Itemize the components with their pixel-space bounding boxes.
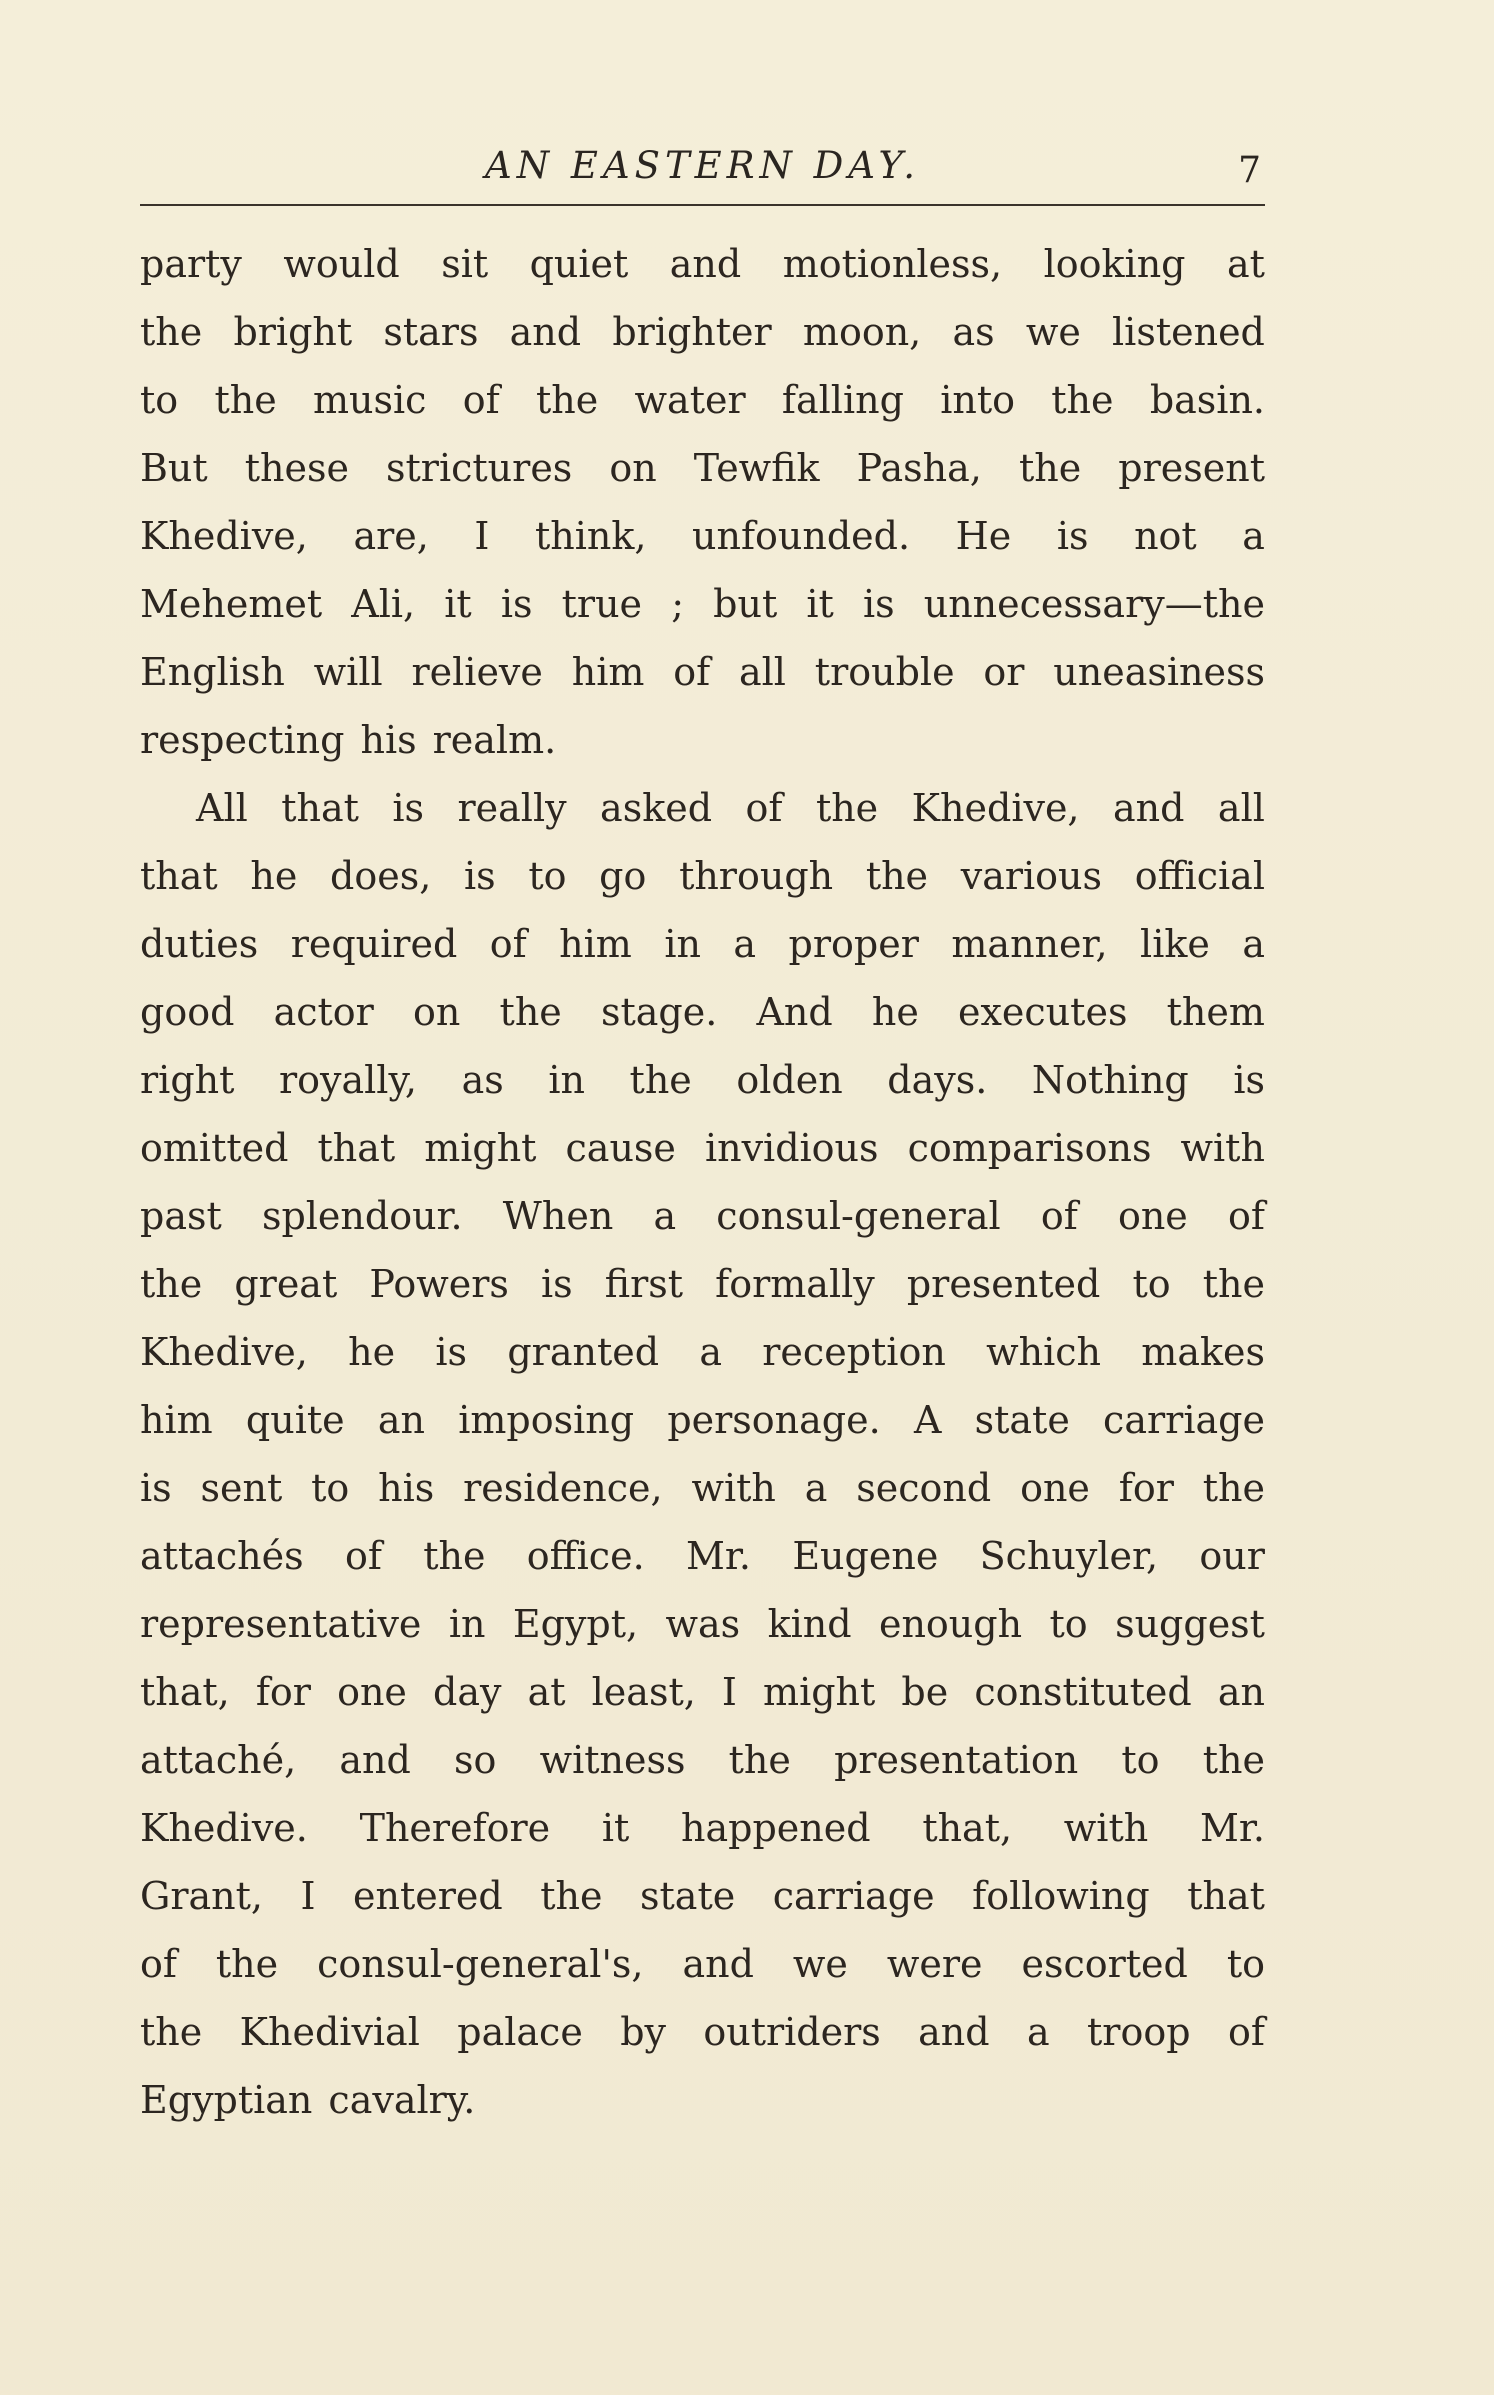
word: the — [140, 310, 203, 354]
word: he — [871, 990, 919, 1034]
word: splendour. — [261, 1194, 463, 1238]
word: Egyptian — [140, 2078, 313, 2122]
text-line — [140, 1318, 1265, 1386]
word: consul-general — [716, 1194, 1001, 1238]
word: to — [1132, 1262, 1171, 1306]
word: that, — [922, 1806, 1013, 1850]
word: actor — [273, 990, 374, 1034]
word: a — [653, 1194, 677, 1238]
word: to — [1226, 1942, 1265, 1986]
word: strictures — [386, 446, 573, 490]
word: All — [196, 786, 248, 830]
word: by — [620, 2010, 666, 2054]
word: Mr. — [1199, 1806, 1265, 1850]
word: in — [664, 922, 701, 966]
word: Khedive, — [140, 1330, 308, 1374]
word: of — [1227, 2010, 1265, 2054]
word: I — [300, 1874, 316, 1918]
word: the — [215, 1942, 279, 1986]
word: a — [699, 1330, 722, 1374]
text-line — [140, 1794, 1265, 1862]
word: it — [601, 1806, 630, 1850]
word: him — [140, 1398, 213, 1442]
word: the — [815, 786, 879, 830]
word: Mr. — [686, 1534, 751, 1578]
word: granted — [507, 1330, 660, 1374]
word: and — [509, 310, 582, 354]
word: duties — [140, 922, 259, 966]
word: one — [337, 1670, 407, 1714]
word: is — [392, 786, 425, 830]
word: and — [1112, 786, 1185, 830]
word: we — [792, 1942, 848, 1986]
word: for — [1118, 1466, 1174, 1510]
word: right — [140, 1058, 235, 1102]
word: Powers — [369, 1262, 509, 1306]
word: carriage — [1103, 1398, 1265, 1442]
word: so — [454, 1738, 497, 1782]
word: through — [679, 854, 834, 898]
word: great — [234, 1262, 338, 1306]
word: day — [433, 1670, 502, 1714]
word: the — [629, 1058, 692, 1102]
word: uneasiness — [1053, 650, 1265, 694]
word: residence, — [463, 1466, 663, 1510]
word: second — [856, 1466, 992, 1510]
text-line — [140, 1522, 1265, 1590]
word: to — [528, 854, 567, 898]
text-line — [140, 1046, 1265, 1114]
word: them — [1166, 990, 1265, 1034]
text-line — [140, 434, 1265, 502]
word: is — [463, 854, 496, 898]
word: But — [140, 446, 208, 490]
word: the — [728, 1738, 791, 1782]
word: ; — [671, 582, 684, 626]
word: a — [804, 1466, 828, 1510]
word: entered — [353, 1874, 503, 1918]
word: for — [255, 1670, 311, 1714]
word: an — [377, 1398, 425, 1442]
word: of — [673, 650, 711, 694]
word: that — [281, 786, 359, 830]
word: to — [1049, 1602, 1088, 1646]
word: the — [499, 990, 562, 1034]
word: think, — [534, 514, 647, 558]
word: consul-general's, — [317, 1942, 644, 1986]
word: omitted — [140, 1126, 289, 1170]
word: to — [311, 1466, 350, 1510]
word: is — [435, 1330, 468, 1374]
text-line — [140, 1386, 1265, 1454]
word: our — [1199, 1534, 1265, 1578]
word: kind — [767, 1602, 852, 1646]
text-line — [140, 1998, 1265, 2066]
word: past — [140, 1194, 222, 1238]
word: Therefore — [359, 1806, 551, 1850]
word: as — [461, 1058, 504, 1102]
word: it — [444, 582, 472, 626]
word: are, — [353, 514, 429, 558]
word: the — [140, 2010, 203, 2054]
word: the — [423, 1534, 486, 1578]
word: personage. — [667, 1398, 881, 1442]
word: will — [313, 650, 383, 694]
word: all — [739, 650, 786, 694]
word: sent — [200, 1466, 283, 1510]
word: days. — [887, 1058, 988, 1102]
word: it — [806, 582, 834, 626]
word: Nothing — [1031, 1058, 1189, 1102]
word: might — [424, 1126, 537, 1170]
word: at — [1226, 242, 1265, 286]
word: on — [413, 990, 461, 1034]
word: present — [1118, 446, 1265, 490]
header-rule — [140, 204, 1265, 206]
word: of — [745, 786, 783, 830]
word: official — [1134, 854, 1265, 898]
text-line — [140, 978, 1265, 1046]
word: one — [1117, 1194, 1188, 1238]
word: bright — [233, 310, 353, 354]
word: various — [960, 854, 1103, 898]
running-head — [140, 140, 1265, 200]
word: or — [983, 650, 1025, 694]
word: formally — [715, 1262, 875, 1306]
word: of — [462, 378, 500, 422]
text-line — [140, 1590, 1265, 1658]
word: asked — [600, 786, 713, 830]
word: enough — [878, 1602, 1023, 1646]
word: Eugene — [792, 1534, 939, 1578]
word: is — [1056, 514, 1089, 558]
word: a — [1027, 2010, 1050, 2054]
word: good — [140, 990, 235, 1034]
word: is — [500, 582, 533, 626]
text-line — [140, 1658, 1265, 1726]
word: imposing — [458, 1398, 635, 1442]
word: party — [140, 242, 242, 286]
text-line — [140, 230, 1265, 298]
word: on — [609, 446, 657, 490]
word: basin. — [1149, 378, 1265, 422]
text-line — [140, 1250, 1265, 1318]
word: And — [756, 990, 833, 1034]
text-line — [140, 366, 1265, 434]
word: attachés — [140, 1534, 304, 1578]
word: which — [986, 1330, 1101, 1374]
word: his — [360, 718, 417, 762]
word: unfounded. — [692, 514, 911, 558]
word: A — [913, 1398, 942, 1442]
word: English — [140, 650, 285, 694]
page-number: 7 — [1238, 150, 1261, 191]
word: office. — [526, 1534, 645, 1578]
word: brighter — [612, 310, 772, 354]
word: might — [763, 1670, 876, 1714]
text-line — [140, 638, 1265, 706]
word: Khedive, — [140, 514, 308, 558]
running-title: AN EASTERN DAY. — [485, 144, 920, 187]
word: trouble — [814, 650, 955, 694]
word: him — [571, 650, 645, 694]
word: escorted — [1021, 1942, 1188, 1986]
text-line — [140, 1930, 1265, 1998]
word: an — [1217, 1670, 1265, 1714]
word: is — [1233, 1058, 1265, 1102]
word: the — [540, 1874, 603, 1918]
word: the — [1018, 446, 1082, 490]
text-line — [140, 774, 1265, 842]
word: manner, — [951, 922, 1108, 966]
word: but — [713, 582, 778, 626]
word: a — [1242, 514, 1265, 558]
word: Pasha, — [856, 446, 982, 490]
word: quiet — [529, 242, 629, 286]
word: looking — [1043, 242, 1186, 286]
word: first — [604, 1262, 684, 1306]
word: makes — [1141, 1330, 1265, 1374]
word: the — [535, 378, 599, 422]
word: moon, — [802, 310, 922, 354]
word: these — [244, 446, 349, 490]
word: to — [1121, 1738, 1160, 1782]
word: Schuyler, — [979, 1534, 1159, 1578]
word: be — [901, 1670, 949, 1714]
text-line — [140, 1114, 1265, 1182]
word: the — [214, 378, 277, 422]
word: olden — [736, 1058, 843, 1102]
word: relieve — [411, 650, 543, 694]
word: constituted — [974, 1670, 1192, 1714]
word: with — [691, 1466, 776, 1510]
word: presented — [906, 1262, 1101, 1306]
word: him — [559, 922, 632, 966]
word: realm. — [432, 718, 557, 762]
word: Khedive. — [140, 1806, 308, 1850]
word: is — [541, 1262, 573, 1306]
word: of — [1227, 1194, 1265, 1238]
word: water — [634, 378, 746, 422]
word: Mehemet — [140, 582, 323, 626]
word: happened — [681, 1806, 871, 1850]
word: Tewfik — [693, 446, 820, 490]
word: and — [682, 1942, 754, 1986]
word: the — [1202, 1262, 1265, 1306]
word: representative — [140, 1602, 422, 1646]
word: proper — [788, 922, 919, 966]
word: cause — [565, 1126, 676, 1170]
word: He — [955, 514, 1012, 558]
word: reception — [762, 1330, 946, 1374]
word: least, — [591, 1670, 696, 1714]
text-line — [140, 570, 1265, 638]
word: in — [548, 1058, 585, 1102]
word: of — [140, 1942, 177, 1986]
word: Egypt, — [512, 1602, 639, 1646]
word: Khedive, — [911, 786, 1080, 830]
text-line — [140, 842, 1265, 910]
word: the — [140, 1262, 203, 1306]
text-line — [140, 1182, 1265, 1250]
word: was — [665, 1602, 741, 1646]
text-line — [140, 1862, 1265, 1930]
word: a — [733, 922, 757, 966]
word: motionless, — [782, 242, 1003, 286]
word: we — [1025, 310, 1081, 354]
word: he — [348, 1330, 396, 1374]
word: into — [940, 378, 1015, 422]
word: royally, — [278, 1058, 417, 1102]
word: comparisons — [907, 1126, 1152, 1170]
word: respecting — [140, 718, 345, 762]
word: does, — [330, 854, 432, 898]
word: a — [1242, 922, 1265, 966]
word: one — [1020, 1466, 1090, 1510]
word: cavalry. — [328, 2078, 476, 2122]
word: and — [918, 2010, 990, 2054]
word: go — [599, 854, 647, 898]
word: at — [527, 1670, 566, 1714]
text-line — [140, 298, 1265, 366]
word: is — [862, 582, 895, 626]
text-line — [140, 910, 1265, 978]
text-line — [140, 706, 1265, 774]
word: the — [1051, 378, 1114, 422]
word: stars — [383, 310, 479, 354]
word: Ali, — [351, 582, 416, 626]
word: really — [457, 786, 567, 830]
word: I — [721, 1670, 737, 1714]
word: following — [972, 1874, 1150, 1918]
word: the — [1202, 1738, 1265, 1782]
word: state — [640, 1874, 736, 1918]
word: and — [669, 242, 742, 286]
word: carriage — [772, 1874, 935, 1918]
word: palace — [457, 2010, 583, 2054]
word: in — [448, 1602, 486, 1646]
word: Khedivial — [239, 2010, 420, 2054]
body-text — [140, 230, 1265, 2134]
word: invidious — [704, 1126, 879, 1170]
word: attaché, — [140, 1738, 297, 1782]
word: his — [378, 1466, 435, 1510]
word: were — [886, 1942, 983, 1986]
word: When — [502, 1194, 614, 1238]
word: unnecessary—the — [923, 582, 1265, 626]
word: sit — [441, 242, 489, 286]
text-line — [140, 1726, 1265, 1794]
word: all — [1217, 786, 1265, 830]
word: that — [317, 1126, 396, 1170]
word: to — [140, 378, 179, 422]
word: Grant, — [140, 1874, 263, 1918]
word: music — [312, 378, 427, 422]
word: listened — [1112, 310, 1265, 354]
text-line — [140, 1454, 1265, 1522]
word: presentation — [834, 1738, 1079, 1782]
word: with — [1063, 1806, 1149, 1850]
word: of — [1040, 1194, 1078, 1238]
word: like — [1140, 922, 1210, 966]
word: state — [974, 1398, 1070, 1442]
word: the — [1202, 1466, 1265, 1510]
text-line — [140, 2066, 1265, 2134]
word: that — [140, 854, 218, 898]
word: required — [290, 922, 458, 966]
word: executes — [958, 990, 1128, 1034]
text-line — [140, 502, 1265, 570]
word: falling — [781, 378, 904, 422]
word: and — [339, 1738, 411, 1782]
word: troop — [1087, 2010, 1191, 2054]
word: he — [250, 854, 298, 898]
word: that, — [140, 1670, 230, 1714]
word: of — [344, 1534, 382, 1578]
word: of — [489, 922, 527, 966]
word: as — [952, 310, 995, 354]
word: that — [1187, 1874, 1265, 1918]
word: outriders — [703, 2010, 881, 2054]
word: quite — [245, 1398, 345, 1442]
word: suggest — [1115, 1602, 1265, 1646]
word: the — [865, 854, 929, 898]
word: stage. — [600, 990, 718, 1034]
word: true — [561, 582, 643, 626]
word: would — [283, 242, 400, 286]
word: witness — [539, 1738, 686, 1782]
word: with — [1180, 1126, 1265, 1170]
word: not — [1134, 514, 1197, 558]
word: is — [140, 1466, 172, 1510]
word: I — [474, 514, 490, 558]
